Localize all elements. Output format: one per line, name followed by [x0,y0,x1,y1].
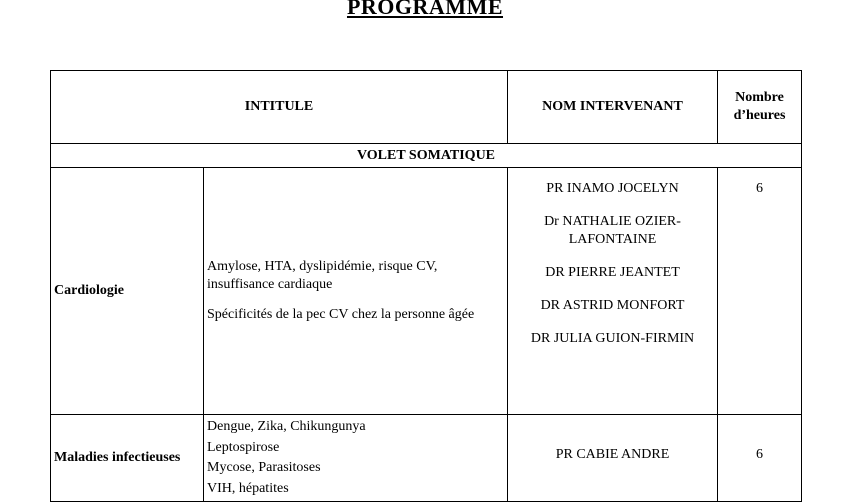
page-title: PROGRAMME [346,0,504,19]
topic-item: Dengue, Zika, Chikungunya [207,419,366,434]
specialty-cell: Maladies infectieuses [51,415,204,502]
topic-item: Mycose, Parasitoses [207,460,321,475]
topic-item: Leptospirose [207,439,280,455]
speaker-item: DR PIERRE JEANTET [545,265,680,280]
header-nom-intervenant: NOM INTERVENANT [508,71,718,144]
speakers-cell [508,168,718,415]
topic-item: VIH, hépatites [207,480,289,496]
speakers-cell [508,415,718,502]
header-intitule: INTITULE [51,71,508,144]
topics-cell [204,415,508,502]
hours-cell: 6 [718,415,802,502]
speaker-item: PR CABIE ANDRE [555,447,670,462]
hours-cell: 6 [718,168,802,415]
topic-item: Amylose, HTA, dyslipidémie, risque CV, insuffisance cardiaque [207,259,438,292]
speaker-item: DR JULIA GUION-FIRMIN [530,331,695,346]
speaker-item: PR INAMO JOCELYN [546,181,679,196]
topics-cell [204,168,508,415]
section-row [51,144,802,168]
table-row [51,168,802,415]
header-heures-line1: Nombre [735,90,784,105]
programme-table [50,70,802,502]
header-nombre-heures [718,71,802,144]
table-row [51,415,802,502]
speaker-item: Dr NATHALIE OZIER-LAFONTAINE [544,214,681,247]
header-row [51,71,802,144]
specialty-cell: Cardiologie [51,168,204,415]
topic-item: Spécificités de la pec CV chez la personne âgée [207,307,475,322]
section-title: VOLET SOMATIQUE [51,144,802,168]
speaker-item: DR ASTRID MONFORT [540,298,685,313]
header-heures-line2: d’heures [733,108,786,123]
